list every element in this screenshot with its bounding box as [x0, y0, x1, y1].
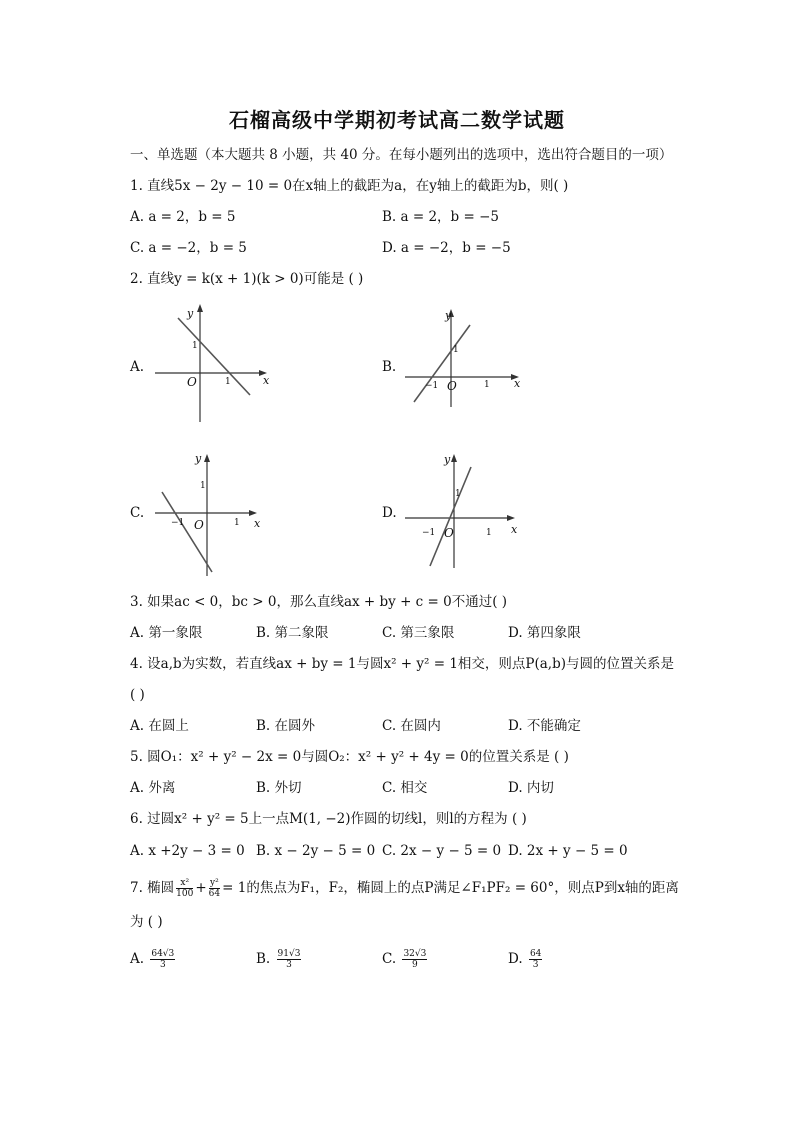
x-axis-arrow [507, 515, 515, 521]
tick-neg1-x: −1 [171, 518, 185, 528]
q5-option-d: D. 内切 [508, 780, 554, 796]
question-2-stem: 2. 直线y = k(x + 1)(k > 0)可能是 ( ) [130, 271, 364, 287]
q5-option-a: A. 外离 [130, 780, 176, 796]
question-5-stem: 5. 圆O₁：x² + y² − 2x = 0与圆O₂：x² + y² + 4y = 0的位置关系是 ( ) [130, 749, 569, 765]
origin-label: O [444, 526, 454, 540]
tick-1-y: 1 [200, 481, 206, 491]
x-axis-arrow [249, 510, 257, 516]
q1-option-c: C. a = −2，b = 5 [130, 240, 247, 256]
y-label: y [187, 307, 194, 320]
question-1-stem: 1. 直线5x − 2y − 10 = 0在x轴上的截距为a，在y轴上的截距为b，则( ) [130, 178, 569, 194]
tick-neg1-x: −1 [425, 381, 439, 391]
q4-option-d: D. 不能确定 [508, 718, 581, 734]
q1-option-a: A. a = 2，b = 5 [130, 209, 236, 225]
q7-option-c: C. $\frac{32√3}{9}$ [382, 949, 427, 970]
q1-option-d: D. a = −2，b = −5 [382, 240, 511, 256]
q2-graph-b [400, 305, 530, 410]
tick-1-x: 1 [234, 518, 240, 528]
q2-option-a-label: A. [130, 359, 145, 375]
x-label: x [263, 374, 270, 387]
q2-graph-a [150, 300, 280, 425]
y-axis-arrow [451, 454, 457, 462]
tick-1-x: 1 [225, 377, 231, 387]
tick-1-y: 1 [192, 341, 198, 351]
tick-1-x: 1 [486, 528, 492, 538]
x-label: x [514, 377, 521, 390]
q6-option-a: A. x +2y − 3 = 0 [130, 843, 245, 859]
q5-option-c: C. 相交 [382, 780, 428, 796]
q7-option-b: B. $\frac{91√3}{3}$ [256, 949, 301, 970]
y-label: y [444, 453, 451, 466]
graph-line [430, 467, 471, 566]
origin-label: O [187, 375, 197, 389]
q7-stem-suffix: = 1的焦点为F₁，F₂，椭圆上的点P满足∠F₁PF₂ = 60°，则点P到x轴的距离 [222, 880, 679, 896]
question-4-stem: 4. 设a,b为实数，若直线ax + by = 1与圆x² + y² = 1相交，则点P(a,b)与圆的位置关系是 [130, 656, 675, 672]
tick-1-y: 1 [455, 489, 461, 499]
y-axis-arrow [197, 304, 203, 312]
q7-option-a: A. $\frac{64√3}{3}$ [130, 949, 175, 970]
q6-option-c: C. 2x − y − 5 = 0 [382, 843, 502, 859]
question-7-stem-cont: 为 ( ) [130, 914, 163, 930]
question-7-stem [130, 877, 679, 899]
q2-option-d-label: D. [382, 505, 397, 521]
y-label: y [445, 309, 452, 322]
origin-label: O [194, 518, 204, 532]
question-6-stem: 6. 过圆x² + y² = 5上一点M(1, −2)作圆的切线l，则l的方程为 ( ) [130, 811, 527, 827]
q3-option-c: C. 第三象限 [382, 625, 455, 641]
q6-option-d: D. 2x + y − 5 = 0 [508, 843, 628, 859]
q7-stem-prefix: 7. 椭圆 [130, 880, 175, 896]
y-axis-arrow [204, 454, 210, 462]
q7-plus: + [195, 880, 207, 896]
q1-option-b: B. a = 2，b = −5 [382, 209, 499, 225]
x-label: x [254, 517, 261, 530]
q7-fraction-x: $\frac{\text{x²}}{100}$ [176, 878, 194, 899]
q2-option-b-label: B. [382, 359, 397, 375]
origin-label: O [447, 379, 457, 393]
q3-option-d: D. 第四象限 [508, 625, 581, 641]
q4-option-c: C. 在圆内 [382, 718, 441, 734]
graph-line [162, 492, 212, 572]
q3-option-a: A. 第一象限 [130, 625, 203, 641]
tick-neg1-x: −1 [422, 528, 436, 538]
q2-graph-d [400, 448, 530, 573]
q4-option-a: A. 在圆上 [130, 718, 189, 734]
q7-option-d: D. $\frac{64}{3}$ [508, 949, 542, 970]
page-title: 石榴高级中学期初考试高二数学试题 [229, 108, 565, 132]
q3-option-b: B. 第二象限 [256, 625, 329, 641]
q5-option-b: B. 外切 [256, 780, 302, 796]
q7-fraction-y: $\frac{\text{y²}}{64}$ [208, 878, 221, 899]
tick-1-y: 1 [453, 345, 459, 355]
q4-option-b: B. 在圆外 [256, 718, 316, 734]
tick-1-x: 1 [484, 380, 490, 390]
x-label: x [511, 523, 518, 536]
y-label: y [195, 452, 202, 465]
graph-line [414, 325, 470, 402]
question-3-stem: 3. 如果ac < 0，bc > 0，那么直线ax + by + c = 0不通过( ) [130, 594, 508, 610]
q2-option-c-label: C. [130, 505, 145, 521]
question-4-stem-cont: ( ) [130, 687, 145, 703]
q6-option-b: B. x − 2y − 5 = 0 [256, 843, 376, 859]
section-heading: 一、单选题（本大题共 8 小题，共 40 分。在每小题列出的选项中，选出符合题目的一项） [130, 147, 673, 163]
q2-graph-c [150, 448, 280, 578]
